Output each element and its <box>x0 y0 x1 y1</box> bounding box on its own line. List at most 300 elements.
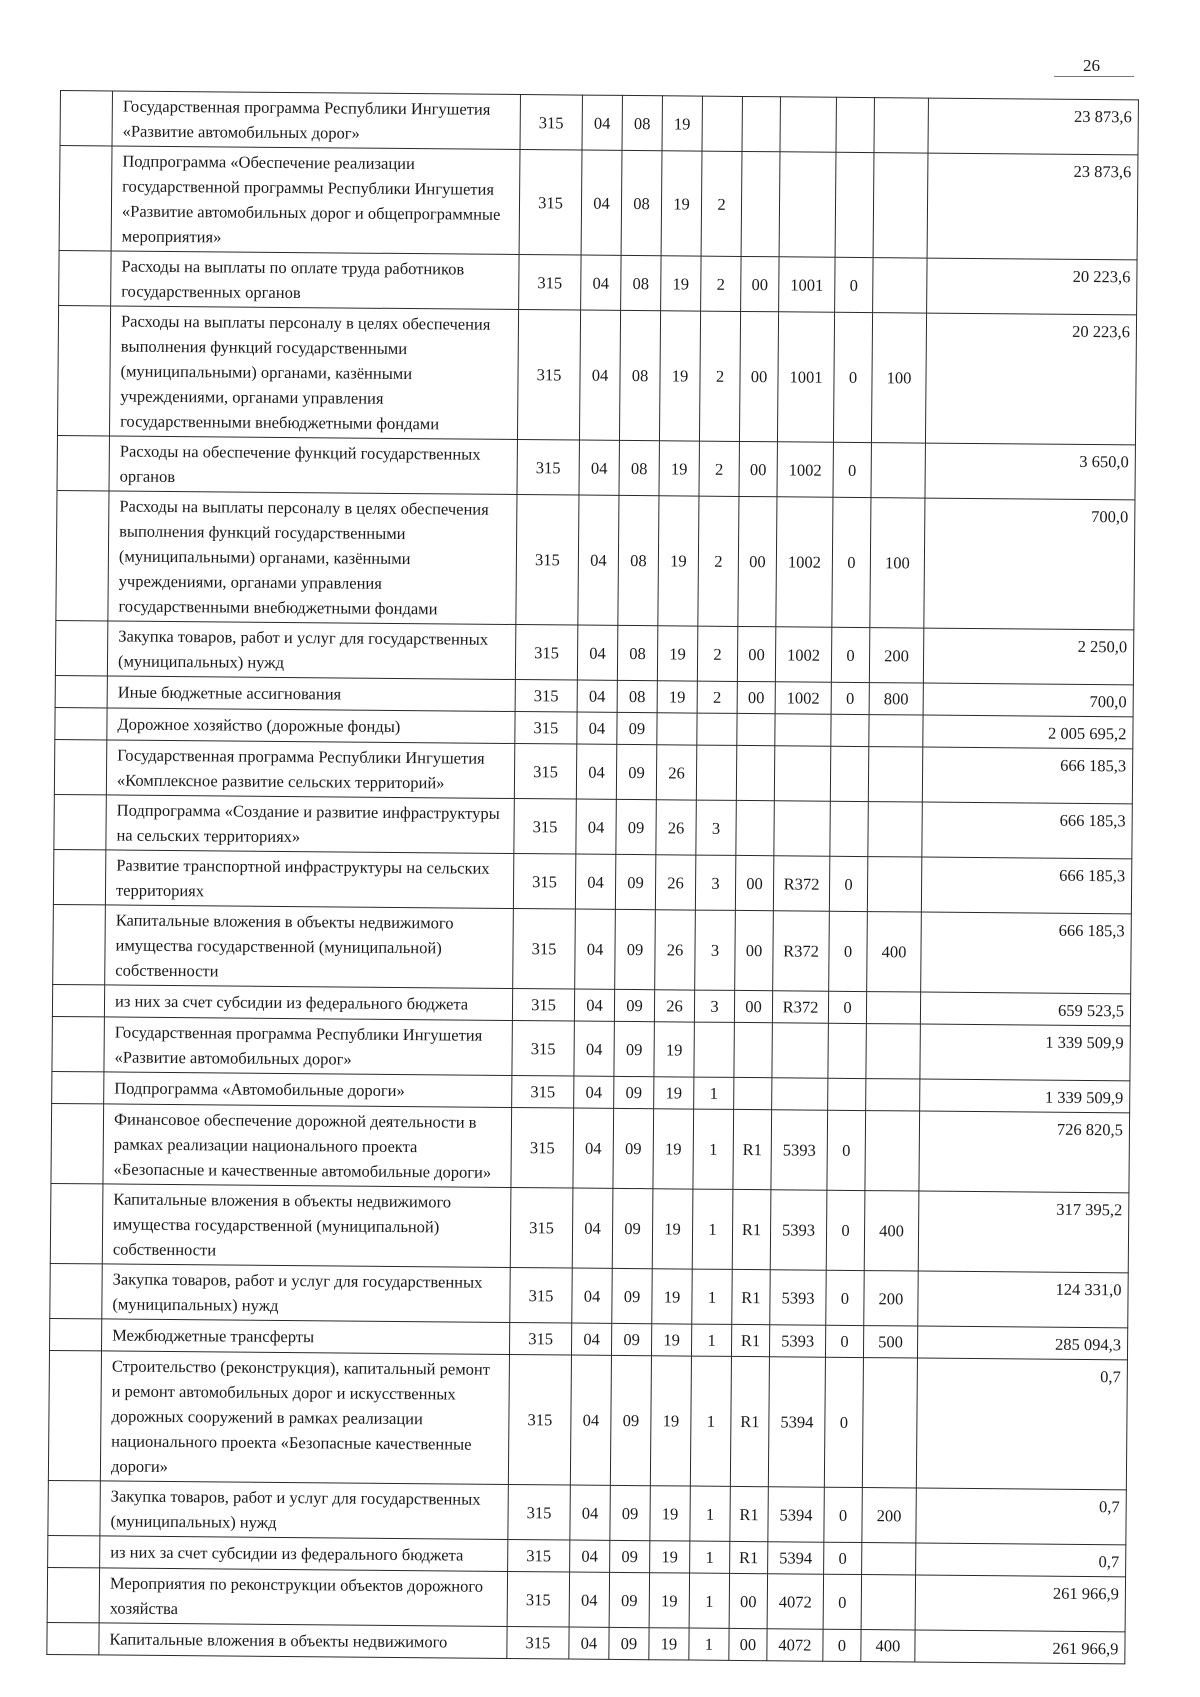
row-name-cell: Закупка товаров, работ и услуг для государственных (муниципальных) нужд <box>102 1264 510 1323</box>
section-code-cell: 04 <box>576 799 616 854</box>
financing-code-cell <box>828 1078 866 1110</box>
ved-code-cell: 315 <box>519 150 582 256</box>
direction-code-cell: 4072 <box>767 1574 823 1629</box>
ved-code-cell: 315 <box>512 988 574 1021</box>
row-name-cell: Расходы на выплаты персоналу в целях обеспечения выполнения функций государственными (муниципальными) органами, казёнными учреждениями, органами управления государственными внебюджетными фондами <box>108 491 517 625</box>
table-row <box>48 1480 1126 1544</box>
main-event-code-cell: R1 <box>730 1541 768 1573</box>
program-code-cell: 26 <box>656 745 696 800</box>
program-code-cell: 19 <box>650 1356 691 1486</box>
program-code-cell: 19 <box>649 1628 689 1660</box>
direction-code-cell: R372 <box>772 991 828 1023</box>
amount-cell: 726 820,5 <box>919 1111 1130 1193</box>
amount-cell: 285 094,3 <box>917 1326 1127 1360</box>
financing-code-cell: 0 <box>829 856 867 911</box>
subprogram-code-cell: 2 <box>699 441 739 496</box>
program-code-cell: 19 <box>654 1022 694 1077</box>
row-name-cell: Развитие транспортной инфраструктуры на сельских территориях <box>105 850 513 909</box>
table-row <box>48 1350 1127 1489</box>
financing-code-cell: 0 <box>833 312 872 442</box>
program-code-cell: 26 <box>655 910 696 990</box>
subprogram-code-cell: 1 <box>690 1356 731 1486</box>
subsection-code-cell: 09 <box>611 1323 651 1355</box>
program-code-cell: 26 <box>655 855 695 910</box>
main-event-code-cell: R1 <box>730 1356 769 1486</box>
expense-type-code-cell <box>873 153 928 258</box>
page-number-rule <box>1054 76 1134 77</box>
row-blank-cell <box>55 707 107 739</box>
row-name-cell: Дорожное хозяйство (дорожные фонды) <box>107 708 515 744</box>
direction-code-cell: 5394 <box>768 1357 825 1487</box>
main-event-code-cell: 00 <box>737 681 775 713</box>
amount-cell: 0,7 <box>916 1488 1126 1545</box>
row-blank-cell <box>59 250 111 305</box>
subprogram-code-cell <box>702 96 742 151</box>
direction-code-cell: 5394 <box>768 1487 824 1542</box>
row-blank-cell <box>47 1622 99 1654</box>
subsection-code-cell: 09 <box>615 854 655 909</box>
main-event-code-cell <box>741 151 780 256</box>
row-name-cell: Расходы на выплаты персоналу в целях обеспечения выполнения функций государственными (муниципальными) органами, казёнными учреждениями, органами управления государственными внебюджетными фондами <box>109 306 518 440</box>
section-code-cell: 04 <box>577 712 617 744</box>
expense-type-code-cell <box>874 98 928 153</box>
row-blank-cell <box>59 146 112 251</box>
row-blank-cell <box>52 1016 104 1071</box>
amount-cell: 666 185,3 <box>922 747 1132 804</box>
ved-code-cell: 315 <box>520 95 582 151</box>
main-event-code-cell <box>736 745 774 800</box>
table-row <box>54 739 1132 803</box>
table-row <box>59 146 1138 260</box>
row-blank-cell <box>50 1183 103 1263</box>
program-code-cell: 19 <box>658 496 699 626</box>
program-code-cell: 19 <box>661 256 701 311</box>
row-name-cell: Подпрограмма «Обеспечение реализации государственной программы Республики Ингушетия «Развитие автомобильных дорог и общепрограммные мероприятия» <box>111 146 520 255</box>
row-blank-cell <box>47 1567 99 1622</box>
section-code-cell: 04 <box>570 1355 611 1485</box>
ved-code-cell: 315 <box>517 440 579 496</box>
section-code-cell: 04 <box>573 1108 614 1188</box>
ved-code-cell: 315 <box>515 679 577 712</box>
direction-code-cell: 1001 <box>779 257 835 312</box>
row-blank-cell <box>53 904 106 984</box>
main-event-code-cell <box>742 96 780 151</box>
ved-code-cell: 315 <box>509 1322 571 1355</box>
ved-code-cell: 315 <box>513 908 576 989</box>
row-name-cell: Государственная программа Республики Ингушетия «Развитие автомобильных дорог» <box>112 91 520 150</box>
expense-type-code-cell: 100 <box>871 313 926 443</box>
section-code-cell: 04 <box>569 1572 609 1627</box>
subsection-code-cell: 09 <box>610 1355 651 1485</box>
expense-type-code-cell: 800 <box>869 683 923 715</box>
row-name-cell: Капитальные вложения в объекты недвижимого имущества государственной (муниципальной) собственности <box>102 1184 511 1268</box>
financing-code-cell: 0 <box>835 257 873 312</box>
subprogram-code-cell: 2 <box>697 626 737 681</box>
section-code-cell: 04 <box>569 1627 609 1659</box>
main-event-code-cell: R1 <box>733 1109 772 1189</box>
ved-code-cell: 315 <box>516 495 579 626</box>
table-row <box>53 849 1131 913</box>
program-code-cell: 19 <box>657 626 697 681</box>
row-blank-cell <box>54 739 106 794</box>
section-code-cell: 04 <box>574 1076 614 1108</box>
main-event-code-cell <box>734 1077 772 1109</box>
subprogram-code-cell: 2 <box>699 311 740 441</box>
main-event-code-cell: R1 <box>731 1324 769 1356</box>
page-number: 26 <box>1083 56 1100 75</box>
financing-code-cell: 0 <box>828 991 866 1023</box>
table-row <box>54 794 1132 858</box>
subprogram-code-cell: 2 <box>701 256 741 311</box>
row-blank-cell <box>60 91 112 146</box>
table-row <box>47 1567 1125 1631</box>
row-name-cell: Расходы на обеспечение функций государственных органов <box>109 436 517 495</box>
row-blank-cell <box>55 620 107 675</box>
main-event-code-cell: 00 <box>734 990 772 1022</box>
subsection-code-cell: 09 <box>610 1540 650 1572</box>
direction-code-cell: 4072 <box>767 1629 823 1661</box>
section-code-cell: 04 <box>577 680 617 712</box>
row-blank-cell <box>57 435 109 490</box>
expense-type-code-cell: 400 <box>861 1630 915 1662</box>
subprogram-code-cell: 3 <box>696 800 736 855</box>
subsection-code-cell: 09 <box>615 909 656 989</box>
subprogram-code-cell: 1 <box>692 1269 732 1324</box>
row-blank-cell <box>48 1480 100 1535</box>
ved-code-cell: 315 <box>508 1354 571 1485</box>
table-row <box>50 1183 1129 1272</box>
amount-cell: 317 395,2 <box>918 1191 1129 1273</box>
amount-cell: 20 223,6 <box>927 258 1137 315</box>
row-name-cell: Капитальные вложения в объекты недвижимого имущества государственной (муниципальной) собственности <box>105 905 514 989</box>
subsection-code-cell: 08 <box>621 150 662 255</box>
expense-type-code-cell <box>866 1079 920 1111</box>
financing-code-cell: 0 <box>833 442 871 497</box>
expense-type-code-cell <box>868 747 922 802</box>
program-code-cell: 19 <box>650 1541 690 1573</box>
subprogram-code-cell: 3 <box>695 855 735 910</box>
direction-code-cell: 1002 <box>776 497 833 627</box>
row-name-cell: Расходы на выплаты по оплате труда работников государственных органов <box>111 251 519 310</box>
row-name-cell: Подпрограмма «Создание и развитие инфраструктуры на сельских территориях» <box>106 795 514 854</box>
ved-code-cell: 315 <box>517 310 580 441</box>
table-row <box>59 250 1137 314</box>
ved-code-cell: 315 <box>508 1539 570 1572</box>
subsection-code-cell: 09 <box>609 1627 649 1659</box>
direction-code-cell: 1002 <box>777 442 833 497</box>
expense-type-code-cell: 200 <box>864 1271 918 1326</box>
financing-code-cell <box>836 97 874 152</box>
program-code-cell: 19 <box>652 1189 693 1269</box>
subsection-code-cell: 08 <box>619 440 659 495</box>
subsection-code-cell: 09 <box>612 1188 653 1268</box>
row-name-cell: Строительство (реконструкция), капитальный ремонт и ремонт автомобильных дорог и искусственных дорожных сооружений в рамках реализации национального проекта «Безопасные качественные дороги» <box>100 1351 509 1485</box>
program-code-cell: 19 <box>662 96 702 151</box>
amount-cell: 0,7 <box>916 1543 1126 1577</box>
program-code-cell: 19 <box>657 681 697 713</box>
amount-cell: 666 185,3 <box>921 912 1132 994</box>
subsection-code-cell: 09 <box>609 1572 649 1627</box>
row-blank-cell <box>48 1350 101 1480</box>
direction-code-cell <box>779 152 836 257</box>
subprogram-code-cell: 1 <box>694 1077 734 1109</box>
section-code-cell: 04 <box>570 1540 610 1572</box>
financing-code-cell: 0 <box>826 1270 864 1325</box>
subsection-code-cell: 09 <box>616 799 656 854</box>
main-event-code-cell <box>736 800 774 855</box>
row-name-cell: из них за счет субсидии из федерального бюджета <box>100 1536 508 1572</box>
direction-code-cell: 5393 <box>769 1325 825 1357</box>
financing-code-cell <box>831 714 869 746</box>
subprogram-code-cell: 1 <box>693 1109 734 1189</box>
amount-cell: 1 339 509,9 <box>920 1079 1130 1113</box>
financing-code-cell <box>830 746 868 801</box>
row-name-cell: Государственная программа Республики Ингушетия «Комплексное развитие сельских территорий» <box>106 740 514 799</box>
financing-code-cell <box>828 1023 866 1078</box>
ved-code-cell: 315 <box>510 1267 572 1323</box>
row-blank-cell <box>57 305 110 435</box>
main-event-code-cell: 00 <box>729 1573 767 1628</box>
table-row <box>57 435 1135 499</box>
table-row <box>53 904 1132 993</box>
section-code-cell: 04 <box>581 255 621 310</box>
direction-code-cell: 1001 <box>777 312 834 442</box>
section-code-cell: 04 <box>572 1268 612 1323</box>
ved-code-cell: 315 <box>515 624 577 680</box>
row-blank-cell <box>53 849 105 904</box>
row-blank-cell <box>56 490 109 620</box>
table-row <box>52 1016 1130 1080</box>
row-blank-cell <box>50 1318 102 1350</box>
main-event-code-cell: R1 <box>732 1269 770 1324</box>
program-code-cell: 19 <box>661 151 702 256</box>
expense-type-code-cell <box>867 857 921 912</box>
amount-cell: 261 966,9 <box>915 1575 1125 1632</box>
program-code-cell: 19 <box>659 311 700 441</box>
subsection-code-cell: 08 <box>617 680 657 712</box>
table-row <box>56 490 1135 629</box>
financing-code-cell: 0 <box>827 1110 866 1190</box>
section-code-cell: 04 <box>574 989 614 1021</box>
financing-code-cell: 0 <box>829 911 868 991</box>
ved-code-cell: 315 <box>507 1626 569 1659</box>
subsection-code-cell: 08 <box>618 495 659 625</box>
section-code-cell: 04 <box>572 1188 613 1268</box>
row-name-cell: Капитальные вложения в объекты недвижимого <box>99 1623 507 1659</box>
amount-cell: 2 005 695,2 <box>923 715 1133 749</box>
table-row <box>55 620 1133 684</box>
subprogram-code-cell: 3 <box>694 990 734 1022</box>
main-event-code-cell: 00 <box>739 311 778 441</box>
table-row <box>57 305 1136 444</box>
subprogram-code-cell: 1 <box>691 1324 731 1356</box>
amount-cell: 3 650,0 <box>925 443 1135 500</box>
financing-code-cell: 0 <box>825 1325 863 1357</box>
amount-cell: 124 331,0 <box>918 1271 1128 1328</box>
subprogram-code-cell <box>697 713 737 745</box>
table-row <box>50 1263 1128 1327</box>
financing-code-cell: 0 <box>824 1542 862 1574</box>
program-code-cell: 19 <box>659 441 699 496</box>
expense-type-code-cell <box>862 1358 917 1488</box>
subprogram-code-cell: 3 <box>695 910 736 990</box>
subsection-code-cell: 09 <box>614 989 654 1021</box>
financing-code-cell <box>835 152 874 257</box>
row-name-cell: Иные бюджетные ассигнования <box>107 676 515 712</box>
section-code-cell: 04 <box>578 495 619 625</box>
section-code-cell: 04 <box>582 95 622 150</box>
row-blank-cell <box>52 984 104 1016</box>
subsection-code-cell: 09 <box>616 744 656 799</box>
expense-type-code-cell: 400 <box>864 1191 919 1271</box>
section-code-cell: 04 <box>575 909 616 989</box>
row-blank-cell <box>54 794 106 849</box>
expense-type-code-cell <box>862 1543 916 1575</box>
table-row <box>51 1103 1130 1192</box>
subprogram-code-cell <box>696 745 736 800</box>
subprogram-code-cell: 1 <box>689 1573 729 1628</box>
ved-code-cell: 315 <box>511 1107 574 1188</box>
expense-type-code-cell <box>869 715 923 747</box>
subsection-code-cell: 08 <box>621 255 661 310</box>
amount-cell: 0,7 <box>916 1358 1127 1490</box>
expense-type-code-cell <box>873 258 927 313</box>
section-code-cell: 04 <box>574 1021 614 1076</box>
ved-code-cell: 315 <box>513 853 575 909</box>
main-event-code-cell: 00 <box>741 256 779 311</box>
financing-code-cell: 0 <box>823 1574 861 1629</box>
expense-type-code-cell: 500 <box>863 1326 917 1358</box>
ved-code-cell: 315 <box>508 1484 570 1540</box>
main-event-code-cell <box>734 1022 772 1077</box>
program-code-cell: 19 <box>650 1486 690 1541</box>
row-blank-cell <box>50 1263 102 1318</box>
expense-type-code-cell: 400 <box>867 912 922 992</box>
section-code-cell: 04 <box>579 440 619 495</box>
row-name-cell: Закупка товаров, работ и услуг для государственных (муниципальных) нужд <box>107 621 515 680</box>
row-name-cell: Закупка товаров, работ и услуг для государственных (муниципальных) нужд <box>100 1481 508 1540</box>
direction-code-cell: R372 <box>773 856 829 911</box>
main-event-code-cell: 00 <box>738 496 777 626</box>
amount-cell: 23 873,6 <box>927 153 1138 260</box>
subprogram-code-cell: 2 <box>697 681 737 713</box>
main-event-code-cell: 00 <box>737 626 775 681</box>
subsection-code-cell: 08 <box>619 310 660 440</box>
financing-code-cell: 0 <box>826 1190 865 1270</box>
subsection-code-cell: 09 <box>614 1076 654 1108</box>
ved-code-cell: 315 <box>510 1187 573 1268</box>
financing-code-cell <box>830 801 868 856</box>
subsection-code-cell: 09 <box>614 1021 654 1076</box>
row-name-cell: Подпрограмма «Автомобильные дороги» <box>104 1072 512 1108</box>
subprogram-code-cell: 2 <box>698 496 739 626</box>
direction-code-cell: R372 <box>773 911 830 991</box>
direction-code-cell <box>772 1023 828 1078</box>
amount-cell: 261 966,9 <box>915 1630 1125 1664</box>
direction-code-cell: 5394 <box>768 1542 824 1574</box>
subprogram-code-cell: 1 <box>689 1628 729 1660</box>
financing-code-cell: 0 <box>823 1629 861 1661</box>
row-blank-cell <box>55 675 107 707</box>
section-code-cell: 04 <box>577 625 617 680</box>
direction-code-cell: 5393 <box>771 1110 828 1190</box>
subsection-code-cell: 09 <box>617 712 657 744</box>
row-name-cell: Финансовое обеспечение дорожной деятельности в рамках реализации национального проекта «Безопасные и качественные автомобильные дороги» <box>103 1104 512 1188</box>
subprogram-code-cell: 2 <box>701 151 742 256</box>
amount-cell: 700,0 <box>924 498 1135 630</box>
amount-cell: 666 185,3 <box>922 802 1132 859</box>
ved-code-cell: 315 <box>512 1075 574 1108</box>
row-name-cell: Межбюджетные трансферты <box>101 1319 509 1355</box>
section-code-cell: 04 <box>579 310 620 440</box>
expense-type-code-cell <box>866 1024 920 1079</box>
row-name-cell: Государственная программа Республики Ингушетия «Развитие автомобильных дорог» <box>104 1017 512 1076</box>
subsection-code-cell: 08 <box>617 625 657 680</box>
budget-table <box>46 90 1139 1664</box>
direction-code-cell: 5393 <box>770 1190 827 1270</box>
expense-type-code-cell <box>871 443 925 498</box>
section-code-cell: 04 <box>571 1323 611 1355</box>
main-event-code-cell: 00 <box>729 1628 767 1660</box>
ved-code-cell: 315 <box>514 743 576 799</box>
program-code-cell: 19 <box>654 1077 694 1109</box>
program-code-cell: 26 <box>656 800 696 855</box>
expense-type-code-cell: 200 <box>869 628 923 683</box>
amount-cell: 2 250,0 <box>923 628 1133 685</box>
amount-cell: 700,0 <box>923 683 1133 717</box>
expense-type-code-cell: 100 <box>870 498 925 628</box>
financing-code-cell: 0 <box>824 1357 863 1487</box>
amount-cell: 659 523,5 <box>920 992 1130 1026</box>
direction-code-cell <box>774 801 830 856</box>
subsection-code-cell: 08 <box>622 95 662 150</box>
subprogram-code-cell: 1 <box>690 1541 730 1573</box>
direction-code-cell: 5393 <box>770 1270 826 1325</box>
ved-code-cell: 315 <box>514 798 576 854</box>
amount-cell: 23 873,6 <box>928 98 1138 155</box>
subprogram-code-cell: 1 <box>692 1189 733 1269</box>
main-event-code-cell: R1 <box>732 1189 771 1269</box>
financing-code-cell: 0 <box>832 497 871 627</box>
subsection-code-cell: 09 <box>612 1268 652 1323</box>
expense-type-code-cell <box>868 802 922 857</box>
financing-code-cell: 0 <box>831 627 869 682</box>
program-code-cell: 19 <box>651 1324 691 1356</box>
main-event-code-cell: 00 <box>739 441 777 496</box>
amount-cell: 20 223,6 <box>925 313 1136 445</box>
program-code-cell <box>657 713 697 745</box>
main-event-code-cell <box>737 713 775 745</box>
main-event-code-cell: R1 <box>730 1486 768 1541</box>
section-code-cell: 04 <box>576 744 616 799</box>
subprogram-code-cell: 1 <box>690 1486 730 1541</box>
expense-type-code-cell <box>865 1111 920 1191</box>
direction-code-cell: 1002 <box>775 682 831 714</box>
direction-code-cell <box>772 1078 828 1110</box>
expense-type-code-cell: 200 <box>862 1488 916 1543</box>
program-code-cell: 19 <box>653 1109 694 1189</box>
section-code-cell: 04 <box>570 1485 610 1540</box>
table-row <box>60 91 1138 155</box>
section-code-cell: 04 <box>575 854 615 909</box>
subprogram-code-cell <box>694 1022 734 1077</box>
expense-type-code-cell <box>861 1575 915 1630</box>
program-code-cell: 26 <box>654 990 694 1022</box>
section-code-cell: 04 <box>581 150 622 255</box>
direction-code-cell <box>780 97 836 152</box>
row-blank-cell <box>52 1071 104 1103</box>
financing-code-cell: 0 <box>824 1487 862 1542</box>
